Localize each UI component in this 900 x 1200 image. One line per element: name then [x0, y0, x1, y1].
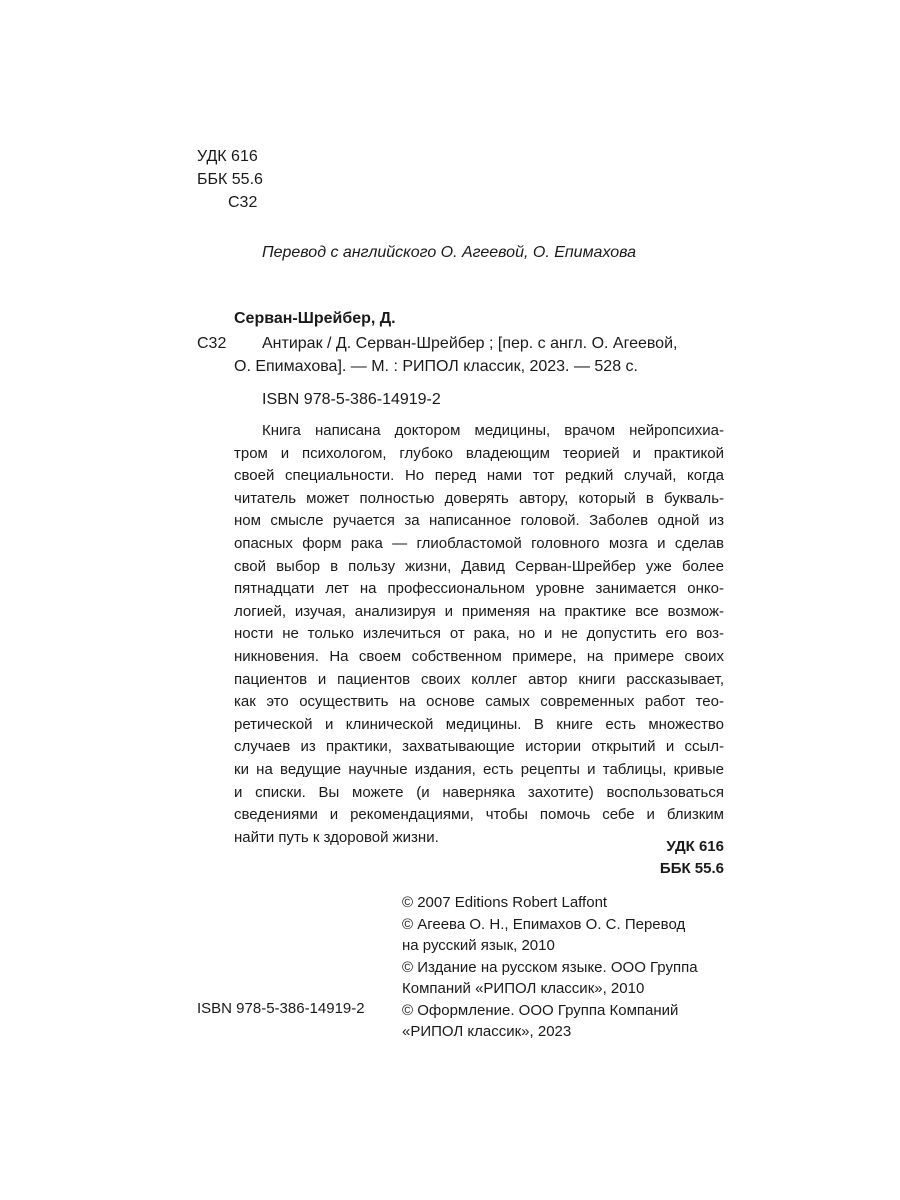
annotation-line: логией, изучая, анализируя и применяя на практике все возмож- — [234, 602, 724, 620]
annotation-line: свой выбор в пользу жизни, Давид Серван-Шрейбер уже более — [234, 557, 724, 575]
copyright-line: © Агеева О. Н., Епимахов О. С. Перевод — [402, 915, 686, 933]
translation-note: Перевод с английского О. Агеевой, О. Епимахова — [262, 244, 637, 261]
copyright-line: © 2007 Editions Robert Laffont — [402, 894, 608, 911]
bbk-code: ББК 55.6 — [659, 860, 724, 877]
annotation-line: ности не только излечиться от рака, но и не допустить его воз- — [234, 625, 724, 643]
copyright-line: на русский язык, 2010 — [402, 937, 555, 954]
author-mark-top: С32 — [228, 194, 258, 211]
copyright-line: «РИПОЛ классик», 2023 — [402, 1023, 572, 1040]
isbn-bottom: ISBN 978-5-386-14919-2 — [197, 1000, 365, 1017]
annotation-line: ном смысле ручается за написанное головой. Заболев одной из — [234, 512, 724, 530]
bib-line: Антирак / Д. Серван-Шрейбер ; [пер. с англ. О. Агеевой, — [262, 335, 678, 352]
annotation-line: пятнадцати лет на профессиональном уровне занимается онко- — [234, 580, 724, 598]
annotation-line: своей специальности. Но перед нами тот редкий случай, когда — [234, 467, 724, 485]
copyright-line: Компаний «РИПОЛ классик», 2010 — [402, 980, 645, 997]
bbk-code: ББК 55.6 — [197, 171, 263, 188]
annotation-line: и списки. Вы можете (и наверняка захотите) воспользоваться — [234, 783, 724, 801]
annotation-line: тром и психологом, глубоко владеющим теорией и практикой — [234, 444, 724, 462]
annotation-line: ки на ведущие научные издания, есть рецепты и таблицы, кривые — [234, 760, 724, 778]
bib-line: О. Епимахова]. — М. : РИПОЛ классик, 2023. — 528 с. — [234, 357, 638, 375]
annotation-line: как это осуществить на основе самых современных работ тео- — [234, 693, 724, 711]
author-heading: Серван-Шрейбер, Д. — [234, 310, 396, 327]
udk-code: УДК 616 — [197, 148, 258, 165]
copyright-block — [402, 892, 732, 1043]
copyright-line: © Оформление. ООО Группа Компаний — [402, 1001, 679, 1019]
annotation-line: сведениями и рекомендациями, чтобы помочь себе и близким — [234, 806, 724, 824]
annotation-line: опасных форм рака — глиобластомой головного мозга и сделав — [234, 534, 724, 552]
annotation-line: ретической и клинической медицины. В книге есть множество — [234, 715, 724, 733]
annotation-line: найти путь к здоровой жизни. — [234, 828, 439, 846]
bibliographic-record — [234, 333, 724, 378]
annotation — [234, 420, 724, 849]
annotation-line: случаев из практики, захватывающие истории открытий и ссыл- — [234, 738, 724, 756]
udk-code: УДК 616 — [666, 838, 724, 855]
udk-bbk-block-top — [197, 146, 263, 192]
isbn-main: ISBN 978-5-386-14919-2 — [262, 391, 441, 408]
annotation-line: Книга написана доктором медицины, врачом нейропсихиа- — [262, 422, 724, 439]
annotation-line: никновения. На своем собственном примере, на примере своих — [234, 647, 724, 665]
annotation-line: пациентов и пациентов своих коллег автор книги рассказывает, — [234, 670, 724, 688]
udk-bbk-block-right — [600, 836, 724, 880]
copyright-line: © Издание на русском языке. ООО Группа — [402, 958, 698, 976]
author-mark-side: С32 — [197, 335, 227, 352]
annotation-line: читатель может полностью доверять автору, который в букваль- — [234, 489, 724, 507]
